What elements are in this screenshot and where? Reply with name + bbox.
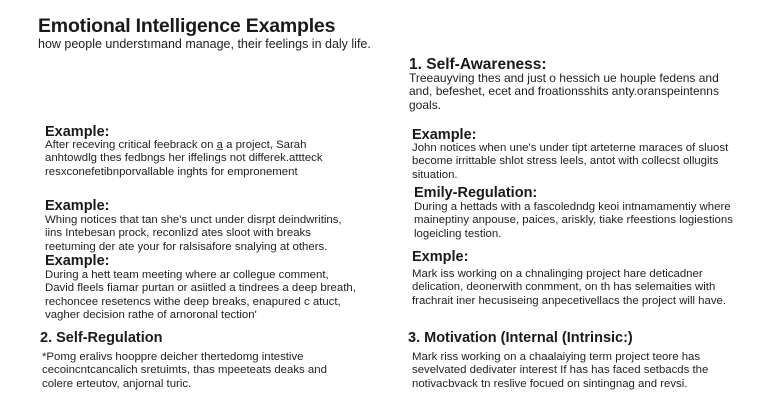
section-heading-self-awareness: 1. Self-Awareness: xyxy=(409,56,547,73)
example-heading: Emily-Regulation: xyxy=(414,185,538,201)
example-text: Whing notices that tan she's unct under disrpt deindwritins, iins Intebesan prock, reconlizd ates sloot with breaks reetuming der ate your for ralsisafore snalying at others. xyxy=(45,214,342,253)
example-text: During a hett team meeting where ar collegue comment, David fleels fiamar purtan or asiitled a tindrees a deep breath, rechoncee resetencs withe deep breaks, enapured c atuct, vagher decision rathe of arnoronal tection' xyxy=(45,269,356,322)
page-subtitle: how people understımand manage, their feelings in daly life. xyxy=(38,37,371,51)
page-title: Emotional Intelligence Examples xyxy=(38,15,336,37)
example-heading: Example: xyxy=(45,198,110,214)
example-text: During a hettads with a fascoledndg keoi intnamamentiy where maineptiny anpouse, paices, ariskly, tiake rfeestions logiestions logeicling testion. xyxy=(414,201,733,240)
example-text: John notices when une's under tipt arteterne maraces of sluost become irrittable shlot stress leels, antot with collecst ollugits situation. xyxy=(412,142,729,181)
section-text: Treeauyving thes and just o hessich ue houple fedens and and, befeshet, ecet and froationsshits anty.oranspeintenns goals. xyxy=(409,71,719,112)
section-heading-self-regulation: 2. Self-Regulation xyxy=(40,330,163,346)
example-heading: Example: xyxy=(45,253,110,269)
section-text: Mark riss working on a chaalaiying term project teore has sevelvated dedivater interest If has has faced setbacds the notivacbvack tn reslive focued on sintingnag and revsi. xyxy=(412,351,709,390)
example-heading: Example: xyxy=(45,124,110,140)
section-text: *Pomg eralivs hooppre deicher thertedomg intestive cecoincntcancalich sretuimts, thas mpeeteats deaks and colere erteutov, anjornal turic. xyxy=(42,351,327,390)
example-text: Mark iss working on a chnalinging project hare deticadner delication, deonerwith conmment, on th has selemaities with frachrait iner hecusiseing anpecetivellacs the project will have. xyxy=(412,268,727,307)
section-heading-motivation: 3. Motivation (Internal (Intrinsic:) xyxy=(408,330,633,346)
example-heading: Exmple: xyxy=(412,249,469,265)
example-heading: Example: xyxy=(412,127,477,143)
example-text: After receving critical feebrack on a̲ a project, Sarah anhtowdlg thes fedbngs her iffelings not differek.attteck resxconefetibnporvallable inghts for empronement xyxy=(45,139,323,178)
